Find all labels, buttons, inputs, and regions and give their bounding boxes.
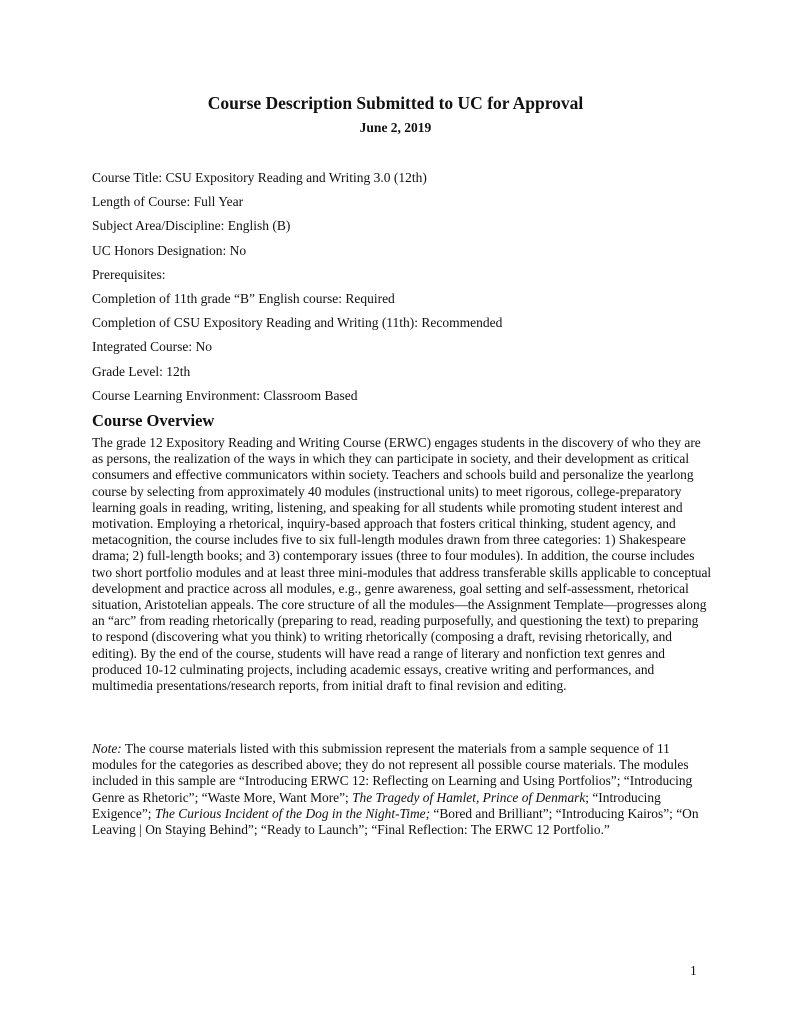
document-title: Course Description Submitted to UC for Approval xyxy=(207,93,584,113)
note-title-hamlet: The Tragedy of Hamlet, Prince of Denmark xyxy=(352,789,586,805)
field-environment: Course Learning Environment: Classroom Based xyxy=(92,387,358,403)
field-prereq-11th: Completion of 11th grade “B” English course: Required xyxy=(92,290,395,306)
note-paragraph xyxy=(92,741,712,838)
field-prereq-erwc: Completion of CSU Expository Reading and Writing (11th): Recommended xyxy=(92,315,503,331)
field-integrated: Integrated Course: No xyxy=(92,339,212,355)
field-length: Length of Course: Full Year xyxy=(92,194,244,210)
field-honors: UC Honors Designation: No xyxy=(92,242,247,258)
note-title-curious-incident: The Curious Incident of the Dog in the Night-Time; xyxy=(154,805,431,821)
field-grade-level: Grade Level: 12th xyxy=(92,363,191,379)
field-prerequisites: Prerequisites: xyxy=(92,266,166,282)
course-info-list xyxy=(92,170,502,412)
course-overview-body: The grade 12 Expository Reading and Writing Course (ERWC) engages students in the discovery of who they are as persons, the realization of the ways in which they can participate in society, and their development as critical consumers and effective communicators within society. Teachers and schools build and personalize the yearlong course by selecting from approximately 40 modules (instructional units) to meet rigorous, college-preparatory learning goals in reading, writing, listening, and speaking for all students while promoting student interest and motivation. Employing a rhetorical, inquiry-based approach that fosters critical thinking, student agency, and metacognition, the course includes five to six full-length modules drawn from three categories: 1) Shakespeare drama; 2) full-length books; and 3) contemporary issues (three to four modules). In addition, the course includes two short portfolio modules and at least three mini-modules that address transferable skills applicable to conceptual development and practice across all modules, e.g., genre awareness, goal setting and self-assessment, rhetorical situation, Aristotelian appeals. The core structure of all the modules—the Assignment Template—progresses along an “arc” from reading rhetorically (preparing to read, reading purposefully, and questioning the text) to preparing to respond (discovering what you think) to writing rhetorically (composing a draft, revising rhetorically, and editing). By the end of the course, students will have read a range of literary and nonfiction text genres and produced 10-12 culminating projects, including academic essays, creative writing and performances, and multimedia presentations/research reports, from initial draft to final revision and editing. xyxy=(92,435,712,694)
field-subject-area: Subject Area/Discipline: English (B) xyxy=(92,218,291,234)
note-text: “Bored and Brilliant”; “Introducing Kairos”; “On Leaving | On Staying Behind”; “Ready to Launch”; “Final Reflection: The ERWC 12 Portfolio.” xyxy=(92,805,699,838)
note-text: ; “Introducing Exigence”; xyxy=(92,789,661,821)
document-date: June 2, 2019 xyxy=(359,120,432,135)
field-course-title: Course Title: CSU Expository Reading and Writing 3.0 (12th) xyxy=(92,170,427,185)
course-overview-heading: Course Overview xyxy=(92,411,215,430)
note-text: The course materials listed with this submission represent the materials from a sample sequence of 11 modules for the categories as described above; they do not represent all possible course materials. The modules included in this sample are “Introducing ERWC 12: Reflecting on Learning and Using Portfolios”; “Introducing Genre as Rhetoric”; “Waste More, Want More”; xyxy=(92,741,693,805)
note-label: Note: xyxy=(92,741,122,756)
page-number: 1 xyxy=(690,963,697,978)
